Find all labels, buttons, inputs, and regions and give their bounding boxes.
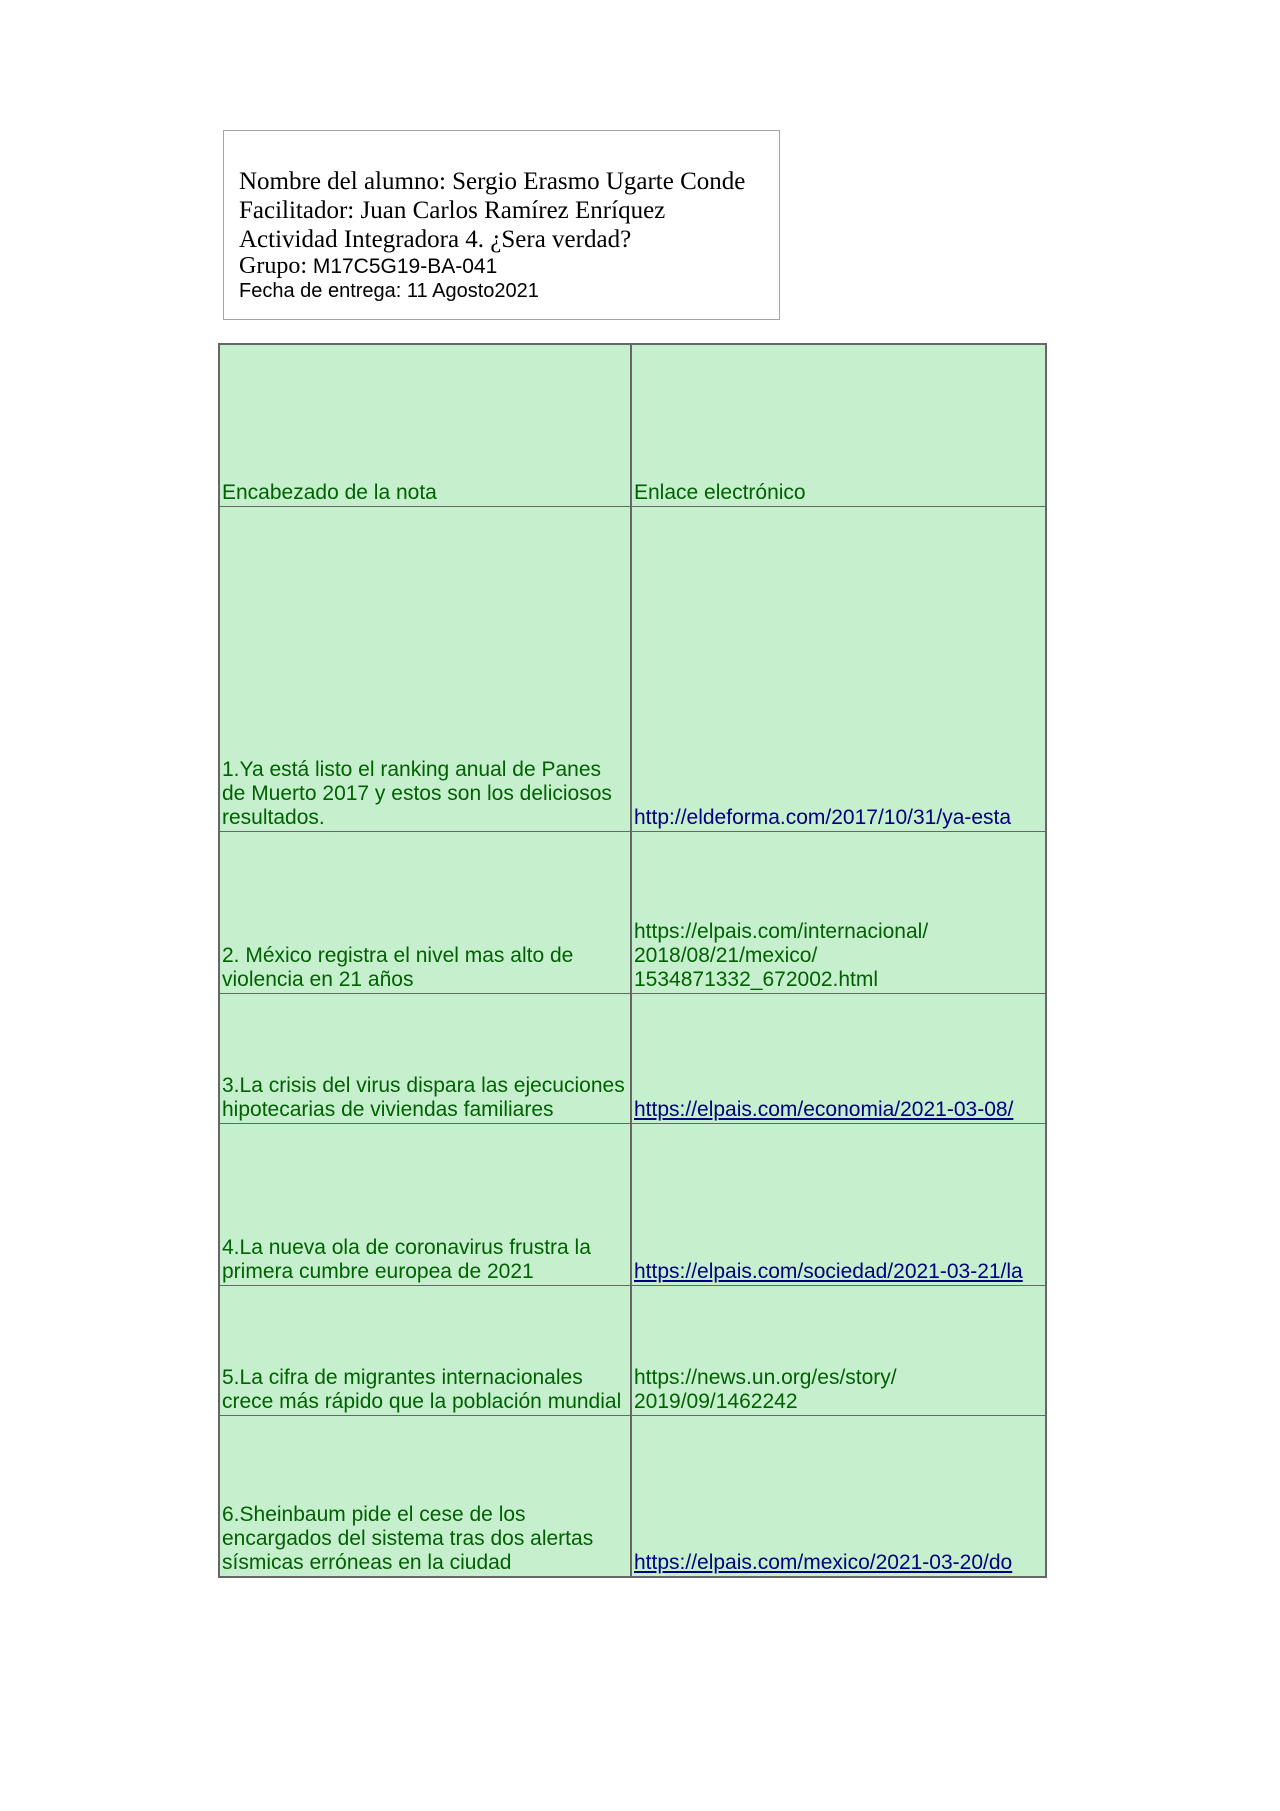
headline-cell: 6.Sheinbaum pide el cese de los encargados del sistema tras dos alertas sísmicas erróneas en la ciudad bbox=[220, 1416, 632, 1576]
table-row bbox=[220, 831, 1045, 993]
headline-cell: 3.La crisis del virus dispara las ejecuciones hipotecarias de viviendas familiares bbox=[220, 994, 632, 1123]
activity-title: Actividad Integradora 4. ¿Sera verdad? bbox=[239, 226, 632, 253]
table-row bbox=[220, 993, 1045, 1123]
header-link: Enlace electrónico bbox=[634, 481, 806, 504]
group-line bbox=[239, 254, 779, 279]
news-table bbox=[218, 343, 1047, 1578]
link-cell: https://news.un.org/es/story/ 2019/09/1462242 bbox=[634, 1366, 897, 1413]
student-info-box bbox=[223, 130, 780, 320]
group-value: M17C5G19-BA-041 bbox=[307, 255, 498, 278]
headline-cell: 4.La nueva ola de coronavirus frustra la primera cumbre europea de 2021 bbox=[220, 1124, 632, 1285]
headline-cell: 5.La cifra de migrantes internacionales crece más rápido que la población mundial bbox=[220, 1286, 632, 1415]
header-headline: Encabezado de la nota bbox=[220, 345, 632, 506]
student-name: Nombre del alumno: Sergio Erasmo Ugarte Conde bbox=[239, 168, 746, 195]
link-cell[interactable]: https://elpais.com/sociedad/2021-03-21/la bbox=[634, 1260, 1023, 1283]
table-header-row bbox=[220, 345, 1045, 506]
link-cell: https://elpais.com/internacional/ 2018/08/21/mexico/ 1534871332_672002.html bbox=[634, 920, 929, 991]
group-label: Grupo: bbox=[239, 253, 307, 279]
table-row bbox=[220, 506, 1045, 831]
table-row bbox=[220, 1415, 1045, 1576]
link-cell[interactable]: http://eldeforma.com/2017/10/31/ya-esta bbox=[634, 806, 1012, 829]
delivery-date: Fecha de entrega: 11 Agosto2021 bbox=[239, 280, 539, 302]
headline-cell: 2. México registra el nivel mas alto de violencia en 21 años bbox=[220, 832, 632, 993]
headline-cell: 1.Ya está listo el ranking anual de Panes de Muerto 2017 y estos son los deliciosos resultados. bbox=[220, 507, 632, 831]
table-row bbox=[220, 1285, 1045, 1415]
link-cell[interactable]: https://elpais.com/economia/2021-03-08/ bbox=[634, 1098, 1014, 1121]
link-cell[interactable]: https://elpais.com/mexico/2021-03-20/do bbox=[634, 1551, 1013, 1574]
facilitator-name: Facilitador: Juan Carlos Ramírez Enríquez bbox=[239, 197, 666, 224]
table-row bbox=[220, 1123, 1045, 1285]
